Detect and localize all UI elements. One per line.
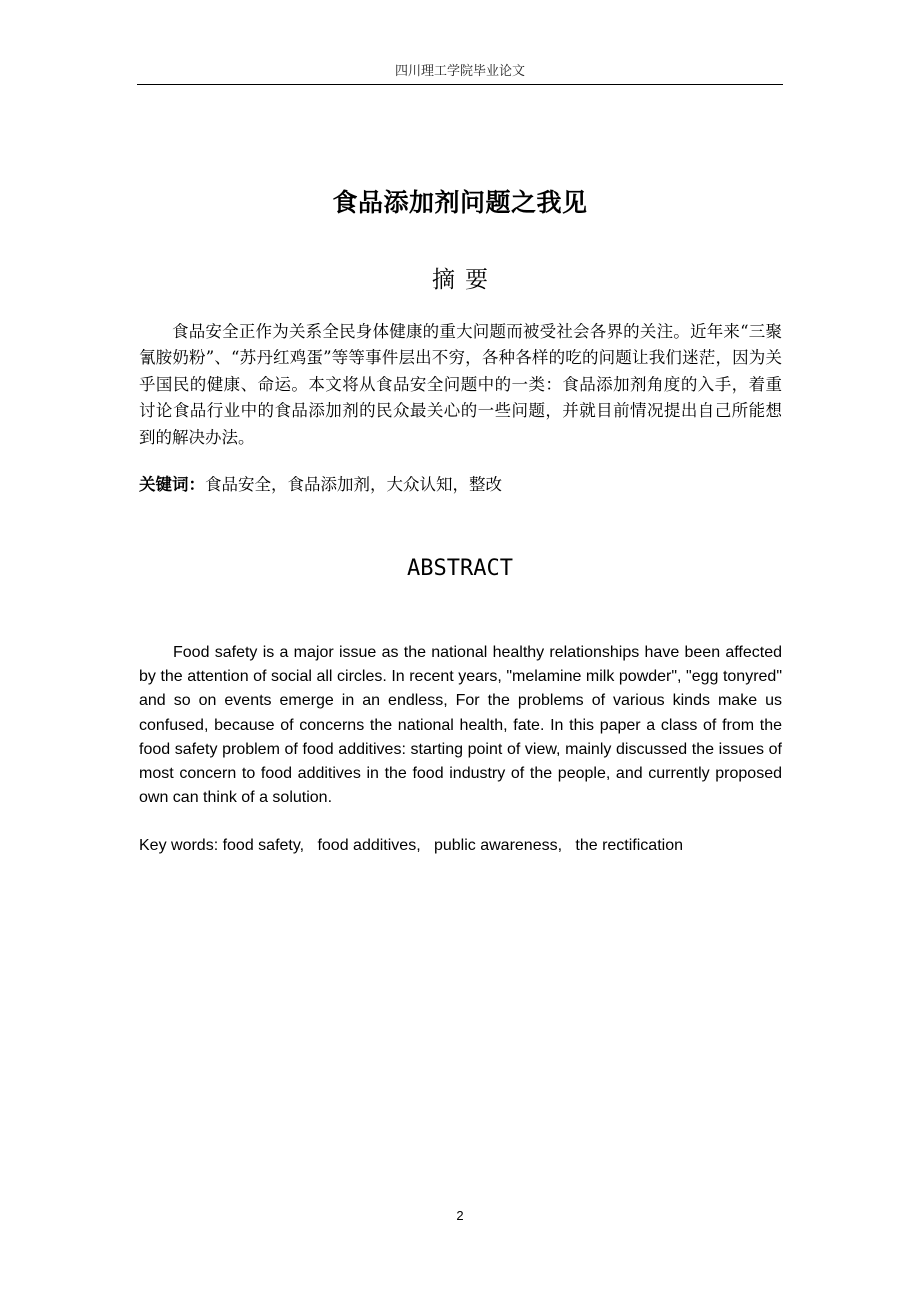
keywords-label-cn: 关键词： bbox=[139, 475, 205, 494]
abstract-heading-en: ABSTRACT bbox=[407, 556, 513, 581]
keywords-value-cn: 食品安全，食品添加剂，大众认知，整改 bbox=[205, 475, 502, 494]
document-title: 食品添加剂问题之我见 bbox=[332, 188, 588, 217]
running-header: 四川理工学院毕业论文 bbox=[394, 64, 525, 79]
header-divider bbox=[137, 84, 783, 85]
keywords-en: Key words: food safety, food additives, public awareness, the rectification bbox=[139, 837, 683, 854]
abstract-body-cn: 食品安全正作为关系全民身体健康的重大问题而被受社会各界的关注。近年来“三聚氰胺奶粉”、“苏丹红鸡蛋”等等事件层出不穷，各种各样的吃的问题让我们迷茫，因为关乎国民的健康、命运。本文将从食品安全问题中的一类：食品添加剂角度的入手，着重讨论食品行业中的食品添加剂的民众最关心的一些问题，并就目前情况提出自己所能想到的解决办法。 bbox=[139, 322, 782, 447]
abstract-body-en: Food safety is a major issue as the national healthy relationships have been affected by the attention of social all circles. In recent years, "melamine milk powder", "egg tonyred" and so on events emerge in an endless, For the problems of various kinds make us confused, because of concerns the national health, fate. In this paper a class of from the food safety problem of food additives: starting point of view, mainly discussed the issues of most concern to food additives in the food industry of the people, and currently proposed own can think of a solution. bbox=[139, 644, 782, 807]
keywords-cn bbox=[139, 472, 782, 498]
abstract-heading-cn: 摘要 bbox=[432, 267, 498, 293]
page-number: 2 bbox=[456, 1208, 464, 1223]
